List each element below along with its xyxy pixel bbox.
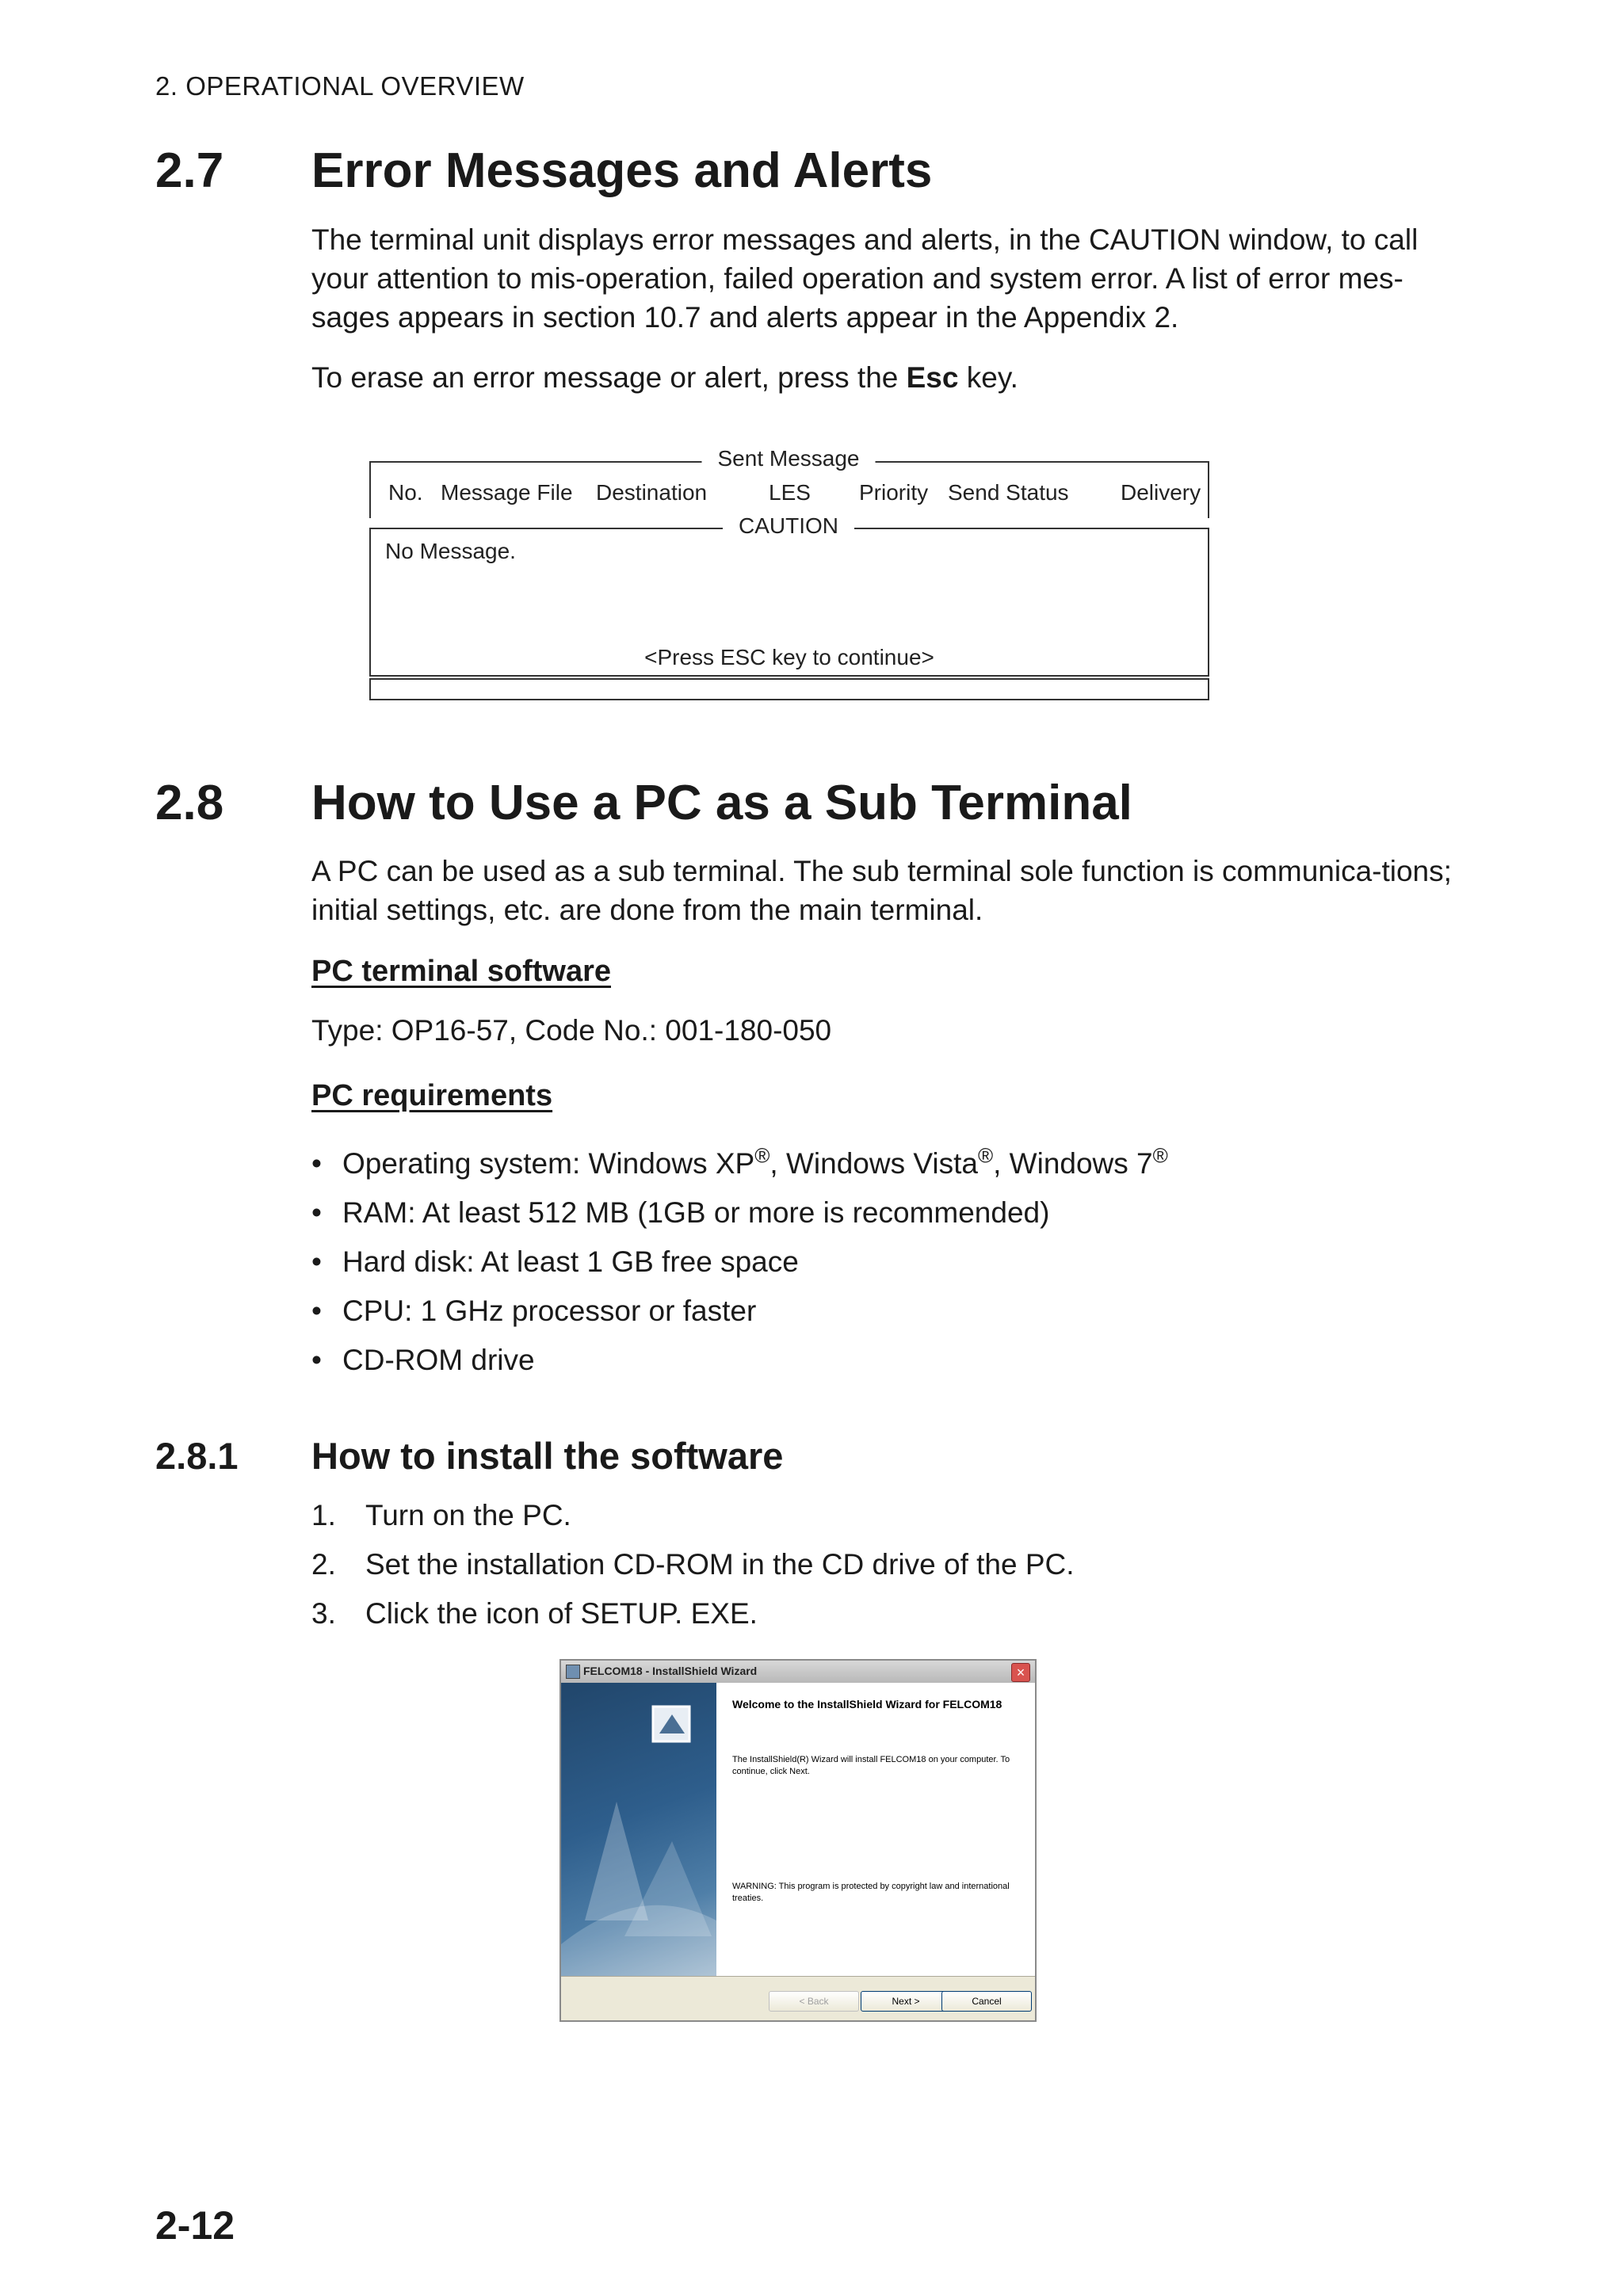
step-text: Set the installation CD-ROM in the CD drive of the PC. — [365, 1548, 1075, 1581]
col-destination: Destination — [596, 480, 708, 505]
installer-content — [716, 1683, 1035, 1976]
req-os-vista: , Windows Vista — [769, 1147, 978, 1180]
caution-title: CAUTION — [723, 513, 854, 539]
req-cpu: CPU: 1 GHz processor or faster — [342, 1295, 757, 1327]
installer-app-icon — [566, 1665, 580, 1679]
bullet: • — [311, 1196, 322, 1229]
req-cdrom: CD-ROM drive — [342, 1344, 535, 1376]
col-les: LES — [769, 480, 811, 505]
bullet: • — [311, 1295, 322, 1327]
list-item — [311, 1540, 1075, 1589]
page-number: 2-12 — [155, 2203, 235, 2248]
installer-title-bar — [561, 1661, 1035, 1683]
caution-message: No Message. — [385, 539, 516, 563]
installer-heading: Welcome to the InstallShield Wizard for FELCOM18 — [732, 1698, 1002, 1711]
section-2-7-esc-instruction — [311, 358, 1453, 397]
reg-mark: ® — [977, 1143, 994, 1168]
installer-description: The InstallShield(R) Wizard will install FELCOM18 on your computer. To continue, click Next. — [732, 1755, 1010, 1776]
installer-warning: WARNING: This program is protected by copyright law and international treaties. — [732, 1882, 1010, 1903]
section-2-8-number: 2.8 — [155, 776, 224, 830]
back-button[interactable]: < Back — [769, 1991, 859, 2012]
step-text: Click the icon of SETUP. EXE. — [365, 1597, 758, 1630]
requirements-list — [311, 1139, 1168, 1385]
software-type: Type: OP16-57, Code No.: 001-180-050 — [311, 1014, 832, 1047]
next-button[interactable]: Next > — [861, 1991, 951, 2012]
list-item — [311, 1336, 1168, 1385]
col-priority: Priority — [859, 480, 929, 505]
col-delivery: Delivery — [1121, 480, 1201, 505]
section-2-8-1-title: How to install the software — [311, 1435, 784, 1477]
list-item — [311, 1589, 1075, 1638]
list-item — [311, 1491, 1075, 1540]
requirements-heading: PC requirements — [311, 1079, 553, 1112]
req-os-text: Operating system: Windows XP — [342, 1147, 755, 1180]
installer-title: FELCOM18 - InstallShield Wizard — [583, 1665, 758, 1677]
close-icon[interactable]: × — [1011, 1663, 1030, 1682]
list-item — [311, 1139, 1168, 1188]
install-steps — [311, 1491, 1075, 1638]
col-no: No. — [388, 480, 423, 505]
req-disk: Hard disk: At least 1 GB free space — [342, 1245, 799, 1278]
sail-graphic-icon — [561, 1683, 716, 1976]
step-number: 2. — [311, 1548, 336, 1581]
software-heading: PC terminal software — [311, 955, 611, 988]
status-bar — [369, 678, 1209, 700]
list-item — [311, 1238, 1168, 1287]
step-text: Turn on the PC. — [365, 1499, 571, 1531]
esc-text-before: To erase an error message or alert, press the — [311, 361, 907, 394]
list-item — [311, 1188, 1168, 1238]
col-message-file: Message File — [441, 480, 573, 505]
reg-mark: ® — [1152, 1143, 1168, 1168]
list-item — [311, 1287, 1168, 1336]
step-number: 3. — [311, 1597, 336, 1630]
installer-button-bar — [561, 1976, 1035, 2021]
section-2-7-number: 2.7 — [155, 143, 224, 198]
esc-text-after: key. — [958, 361, 1018, 394]
caution-prompt: <Press ESC key to continue> — [644, 645, 934, 669]
cancel-button[interactable]: Cancel — [941, 1991, 1032, 2012]
sent-message-title: Sent Message — [702, 446, 876, 471]
section-2-7-intro: The terminal unit displays error messages and alerts, in the CAUTION window, to call your attention to mis-operation, failed operation and system error. A list of error mes-sages appears in section 10.7 and alerts appear in the Appendix 2. — [311, 223, 1419, 334]
req-ram: RAM: At least 512 MB (1GB or more is recommended) — [342, 1196, 1050, 1229]
running-head: 2. OPERATIONAL OVERVIEW — [155, 71, 525, 101]
section-2-8-title: How to Use a PC as a Sub Terminal — [311, 776, 1132, 830]
caution-window — [369, 528, 1209, 677]
bullet: • — [311, 1344, 322, 1376]
req-os-win7: , Windows 7 — [993, 1147, 1153, 1180]
esc-key: Esc — [906, 361, 959, 394]
section-2-8-intro: A PC can be used as a sub terminal. The sub terminal sole function is communica-tions; initial settings, etc. are done from the main terminal. — [311, 855, 1452, 926]
section-2-7-title: Error Messages and Alerts — [311, 143, 933, 198]
reg-mark: ® — [754, 1143, 770, 1168]
step-number: 1. — [311, 1499, 336, 1531]
section-2-8-1-number: 2.8.1 — [155, 1435, 239, 1477]
installer-window — [559, 1659, 1037, 2022]
installer-side-banner — [561, 1683, 716, 1976]
bullet: • — [311, 1147, 322, 1180]
col-send-status: Send Status — [948, 480, 1069, 505]
bullet: • — [311, 1245, 322, 1278]
